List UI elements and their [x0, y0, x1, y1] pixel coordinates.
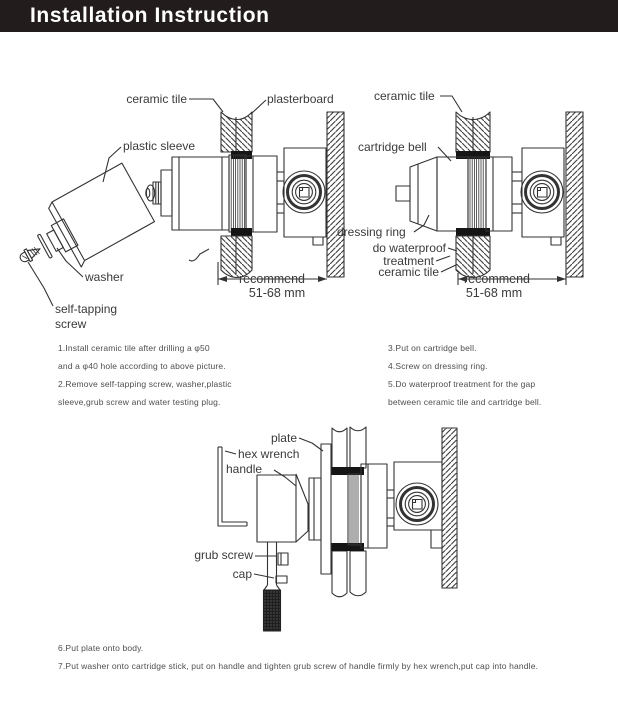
cartridge-bell-part [396, 157, 468, 231]
washer-part [37, 234, 52, 258]
instruction-line: 6.Put plate onto body. [58, 643, 144, 653]
label-grub-screw: grub screw [194, 548, 253, 562]
threaded-section [229, 155, 246, 232]
plate-part [321, 444, 331, 574]
grub-screw-part [278, 553, 288, 565]
retaining-nut [486, 157, 512, 231]
label-recommend-left: recommend [239, 272, 305, 286]
label-screw: screw [55, 317, 87, 331]
label-handle: handle [226, 462, 263, 476]
seal-bottom [231, 228, 252, 236]
label-cap: cap [232, 567, 252, 581]
far-wall [327, 112, 344, 277]
label-range-right: 51-68 mm [465, 286, 523, 300]
cartridge-body [146, 157, 229, 230]
instruction-line: 7.Put washer onto cartridge stick, put on handle and tighten grub screw of handle firmly by hex wrench,put cap into handle. [58, 661, 539, 671]
instruction-line: sleeve,grub screw and water testing plug. [58, 397, 221, 407]
threaded-section [348, 474, 361, 545]
seal-bottom [456, 228, 490, 236]
valve-body [283, 148, 326, 245]
instruction-line: 5.Do waterproof treatment for the gap [388, 379, 536, 389]
cap-part [276, 576, 287, 583]
label-plate: plate [270, 431, 297, 445]
label-ceramic-tile: ceramic tile [126, 92, 187, 106]
label-recommend-right: recommend [464, 272, 530, 286]
far-wall [442, 428, 457, 588]
instructions-steps-3-5 [388, 339, 541, 411]
label-dressing-ring: dressing ring [337, 225, 406, 239]
page-title: Installation Instruction [30, 4, 270, 27]
valve-body [394, 462, 442, 548]
label-hex-wrench: hex wrench [238, 447, 300, 461]
instruction-line: 3.Put on cartridge bell. [388, 343, 477, 353]
label-plastic-sleeve: plastic sleeve [123, 139, 196, 153]
threaded-section [468, 157, 486, 231]
seal-top [456, 151, 490, 159]
retaining-nut [246, 156, 277, 232]
label-range-left: 51-68 mm [248, 286, 306, 300]
retaining-nut [361, 464, 387, 548]
instruction-line: 1.Install ceramic tile after drilling a φ50 [58, 343, 210, 353]
instruction-line: 2.Remove self-tapping screw, washer,plastic [58, 379, 232, 389]
instruction-line: between ceramic tile and cartridge bell. [388, 397, 542, 407]
label-treatment: treatment [383, 254, 434, 268]
far-wall [566, 112, 583, 277]
handle-part [257, 474, 308, 542]
instructions-steps-1-2 [58, 339, 232, 411]
label-ceramic-tile-top: ceramic tile [374, 89, 435, 103]
label-washer: washer [85, 270, 124, 284]
plastic-sleeve-box [47, 163, 157, 267]
handle-adapter [309, 478, 321, 540]
label-do-waterproof: do waterproof [372, 241, 446, 255]
self-tapping-screw-part [18, 243, 44, 265]
sleeve-neck-washer-screw [14, 219, 78, 273]
instruction-line: 4.Screw on dressing ring. [388, 361, 488, 371]
instruction-line: and a φ40 hole according to above picture. [58, 361, 226, 371]
body-connectors [387, 490, 394, 526]
label-cartridge-bell: cartridge bell [358, 140, 427, 154]
valve-body [521, 148, 564, 245]
label-plasterboard: plasterboard [267, 92, 334, 106]
wall-top-section [221, 112, 252, 152]
instructions-steps-6-7 [58, 639, 538, 675]
wall-top-section [456, 112, 490, 152]
label-self-tapping: self-tapping [55, 302, 118, 316]
label-ceramic-tile-bottom: ceramic tile [378, 265, 439, 279]
